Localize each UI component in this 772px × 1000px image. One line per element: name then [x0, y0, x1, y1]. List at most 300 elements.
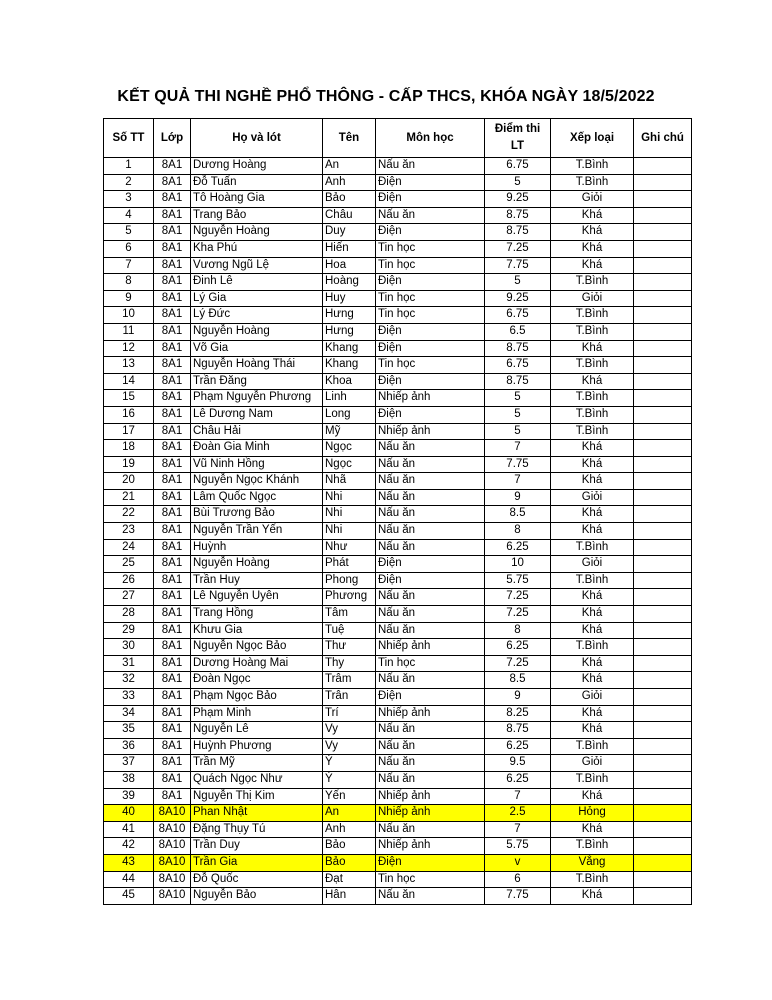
cell-lop: 8A1	[154, 158, 191, 175]
cell-diem: 8.25	[485, 705, 551, 722]
cell-diem: 9.25	[485, 290, 551, 307]
cell-mon-hoc: Nấu ăn	[376, 672, 485, 689]
cell-diem: 5	[485, 274, 551, 291]
cell-lop: 8A1	[154, 307, 191, 324]
cell-xep-loai: Khá	[551, 589, 634, 606]
header-ho: Họ và lót	[191, 119, 323, 158]
cell-lop: 8A10	[154, 821, 191, 838]
cell-diem: 7.75	[485, 888, 551, 905]
cell-lop: 8A1	[154, 606, 191, 623]
cell-lop: 8A1	[154, 506, 191, 523]
cell-xep-loai: T.Bình	[551, 307, 634, 324]
cell-stt: 20	[104, 473, 154, 490]
cell-lop: 8A1	[154, 755, 191, 772]
cell-ho-lot: Trang Bảo	[191, 207, 323, 224]
cell-mon-hoc: Nấu ăn	[376, 888, 485, 905]
cell-stt: 34	[104, 705, 154, 722]
cell-stt: 5	[104, 224, 154, 241]
cell-ghi-chu	[634, 340, 692, 357]
cell-stt: 1	[104, 158, 154, 175]
cell-lop: 8A1	[154, 689, 191, 706]
cell-lop: 8A1	[154, 722, 191, 739]
cell-stt: 35	[104, 722, 154, 739]
cell-ghi-chu	[634, 423, 692, 440]
cell-ghi-chu	[634, 307, 692, 324]
cell-stt: 44	[104, 871, 154, 888]
cell-ten: An	[323, 805, 376, 822]
cell-diem: 6.25	[485, 539, 551, 556]
cell-ten: Nhã	[323, 473, 376, 490]
cell-diem: 6	[485, 871, 551, 888]
cell-ten: Châu	[323, 207, 376, 224]
cell-diem: 6.75	[485, 158, 551, 175]
table-row	[104, 838, 692, 855]
cell-ghi-chu	[634, 207, 692, 224]
cell-stt: 43	[104, 854, 154, 871]
table-row	[104, 257, 692, 274]
cell-lop: 8A1	[154, 589, 191, 606]
cell-stt: 29	[104, 622, 154, 639]
table-row	[104, 805, 692, 822]
cell-ghi-chu	[634, 639, 692, 656]
cell-xep-loai: Khá	[551, 655, 634, 672]
cell-ho-lot: Đỗ Quốc	[191, 871, 323, 888]
cell-diem: 7.25	[485, 589, 551, 606]
cell-ghi-chu	[634, 174, 692, 191]
cell-ghi-chu	[634, 456, 692, 473]
cell-mon-hoc: Điện	[376, 572, 485, 589]
cell-mon-hoc: Điện	[376, 373, 485, 390]
cell-ghi-chu	[634, 722, 692, 739]
cell-mon-hoc: Điện	[376, 323, 485, 340]
table-row	[104, 340, 692, 357]
cell-ten: Khoa	[323, 373, 376, 390]
cell-ten: Tuệ	[323, 622, 376, 639]
cell-diem: 9	[485, 689, 551, 706]
cell-stt: 3	[104, 191, 154, 208]
cell-stt: 16	[104, 406, 154, 423]
cell-mon-hoc: Nấu ăn	[376, 821, 485, 838]
cell-diem: 5.75	[485, 572, 551, 589]
cell-xep-loai: T.Bình	[551, 323, 634, 340]
cell-diem: 8.75	[485, 224, 551, 241]
cell-stt: 28	[104, 606, 154, 623]
cell-stt: 38	[104, 771, 154, 788]
header-mon: Môn học	[376, 119, 485, 158]
cell-ho-lot: Lâm Quốc Ngọc	[191, 489, 323, 506]
cell-lop: 8A1	[154, 357, 191, 374]
table-row	[104, 158, 692, 175]
cell-stt: 26	[104, 572, 154, 589]
cell-xep-loai: Khá	[551, 473, 634, 490]
cell-ho-lot: Lý Đức	[191, 307, 323, 324]
cell-mon-hoc: Nấu ăn	[376, 539, 485, 556]
cell-lop: 8A1	[154, 788, 191, 805]
cell-ho-lot: Nguyễn Lê	[191, 722, 323, 739]
cell-diem: 7.75	[485, 456, 551, 473]
cell-ghi-chu	[634, 871, 692, 888]
cell-ghi-chu	[634, 755, 692, 772]
cell-mon-hoc: Nấu ăn	[376, 722, 485, 739]
cell-ghi-chu	[634, 821, 692, 838]
cell-mon-hoc: Nhiếp ảnh	[376, 705, 485, 722]
cell-ghi-chu	[634, 523, 692, 540]
table-row	[104, 755, 692, 772]
cell-xep-loai: T.Bình	[551, 390, 634, 407]
cell-ghi-chu	[634, 672, 692, 689]
cell-stt: 18	[104, 440, 154, 457]
cell-xep-loai: T.Bình	[551, 274, 634, 291]
cell-ghi-chu	[634, 240, 692, 257]
cell-lop: 8A1	[154, 290, 191, 307]
table-row	[104, 191, 692, 208]
cell-xep-loai: Khá	[551, 440, 634, 457]
cell-ghi-chu	[634, 373, 692, 390]
cell-ho-lot: Nguyễn Trần Yến	[191, 523, 323, 540]
cell-ten: Hoàng	[323, 274, 376, 291]
cell-ho-lot: Trang Hồng	[191, 606, 323, 623]
cell-ghi-chu	[634, 473, 692, 490]
cell-ho-lot: Phạm Minh	[191, 705, 323, 722]
cell-ghi-chu	[634, 224, 692, 241]
cell-diem: 7	[485, 821, 551, 838]
cell-mon-hoc: Nấu ăn	[376, 456, 485, 473]
cell-ho-lot: Nguyễn Hoàng	[191, 224, 323, 241]
cell-xep-loai: Khá	[551, 506, 634, 523]
cell-xep-loai: Giỏi	[551, 290, 634, 307]
cell-ho-lot: Lê Nguyễn Uyên	[191, 589, 323, 606]
cell-ghi-chu	[634, 738, 692, 755]
cell-diem: 7.25	[485, 606, 551, 623]
cell-stt: 24	[104, 539, 154, 556]
cell-diem: 8.5	[485, 672, 551, 689]
cell-xep-loai: Hỏng	[551, 805, 634, 822]
table-row	[104, 589, 692, 606]
cell-stt: 17	[104, 423, 154, 440]
cell-ten: Như	[323, 539, 376, 556]
cell-ho-lot: Nguyễn Ngọc Khánh	[191, 473, 323, 490]
cell-ghi-chu	[634, 854, 692, 871]
table-row	[104, 373, 692, 390]
cell-ho-lot: Trần Duy	[191, 838, 323, 855]
table-row	[104, 888, 692, 905]
table-row	[104, 738, 692, 755]
cell-xep-loai: Khá	[551, 788, 634, 805]
cell-ten: Ý	[323, 755, 376, 772]
cell-mon-hoc: Điện	[376, 340, 485, 357]
cell-lop: 8A1	[154, 672, 191, 689]
cell-ten: Nhi	[323, 523, 376, 540]
cell-lop: 8A1	[154, 224, 191, 241]
cell-ho-lot: Trần Gia	[191, 854, 323, 871]
cell-lop: 8A1	[154, 390, 191, 407]
cell-stt: 37	[104, 755, 154, 772]
cell-lop: 8A1	[154, 556, 191, 573]
cell-xep-loai: T.Bình	[551, 871, 634, 888]
cell-stt: 19	[104, 456, 154, 473]
cell-ten: Linh	[323, 390, 376, 407]
cell-ho-lot: Vũ Ninh Hồng	[191, 456, 323, 473]
header-lop: Lớp	[154, 119, 191, 158]
cell-diem: 7.25	[485, 240, 551, 257]
cell-mon-hoc: Tin học	[376, 257, 485, 274]
cell-lop: 8A10	[154, 854, 191, 871]
cell-xep-loai: Giỏi	[551, 489, 634, 506]
table-row	[104, 871, 692, 888]
cell-ten: Mỹ	[323, 423, 376, 440]
cell-xep-loai: T.Bình	[551, 174, 634, 191]
cell-ho-lot: Kha Phú	[191, 240, 323, 257]
cell-ten: Phát	[323, 556, 376, 573]
cell-xep-loai: Giỏi	[551, 689, 634, 706]
cell-xep-loai: Khá	[551, 456, 634, 473]
cell-ho-lot: Khưu Gia	[191, 622, 323, 639]
cell-mon-hoc: Điện	[376, 854, 485, 871]
cell-lop: 8A1	[154, 622, 191, 639]
cell-stt: 31	[104, 655, 154, 672]
cell-stt: 22	[104, 506, 154, 523]
cell-diem: 6.75	[485, 357, 551, 374]
cell-ghi-chu	[634, 357, 692, 374]
cell-ghi-chu	[634, 788, 692, 805]
cell-ho-lot: Huỳnh Phương	[191, 738, 323, 755]
cell-mon-hoc: Nấu ăn	[376, 738, 485, 755]
cell-ten: Phương	[323, 589, 376, 606]
cell-diem: v	[485, 854, 551, 871]
cell-ho-lot: Đỗ Tuấn	[191, 174, 323, 191]
cell-mon-hoc: Điện	[376, 224, 485, 241]
table-body	[104, 158, 692, 905]
page-title: KẾT QUẢ THI NGHỀ PHỔ THÔNG - CẤP THCS, KHÓA NGÀY 18/5/2022	[117, 88, 655, 105]
table-row	[104, 705, 692, 722]
cell-stt: 45	[104, 888, 154, 905]
cell-lop: 8A1	[154, 456, 191, 473]
cell-ten: Trân	[323, 689, 376, 706]
table-row	[104, 207, 692, 224]
cell-stt: 27	[104, 589, 154, 606]
header-stt: Số TT	[104, 119, 154, 158]
cell-xep-loai: T.Bình	[551, 738, 634, 755]
cell-mon-hoc: Tin học	[376, 290, 485, 307]
cell-lop: 8A10	[154, 871, 191, 888]
cell-stt: 13	[104, 357, 154, 374]
cell-ten: Duy	[323, 224, 376, 241]
cell-stt: 6	[104, 240, 154, 257]
cell-lop: 8A1	[154, 473, 191, 490]
cell-lop: 8A1	[154, 440, 191, 457]
cell-lop: 8A1	[154, 639, 191, 656]
cell-lop: 8A1	[154, 771, 191, 788]
cell-lop: 8A1	[154, 572, 191, 589]
cell-ten: Vy	[323, 738, 376, 755]
cell-ghi-chu	[634, 323, 692, 340]
cell-ghi-chu	[634, 274, 692, 291]
cell-ghi-chu	[634, 572, 692, 589]
table-row	[104, 506, 692, 523]
cell-ho-lot: Nguyễn Hoàng Thái	[191, 357, 323, 374]
cell-mon-hoc: Tin học	[376, 307, 485, 324]
table-row	[104, 722, 692, 739]
cell-ho-lot: Đoàn Ngọc	[191, 672, 323, 689]
cell-mon-hoc: Tin học	[376, 871, 485, 888]
cell-stt: 23	[104, 523, 154, 540]
cell-diem: 5.75	[485, 838, 551, 855]
cell-xep-loai: Giỏi	[551, 556, 634, 573]
cell-stt: 36	[104, 738, 154, 755]
cell-lop: 8A1	[154, 257, 191, 274]
cell-ten: Yến	[323, 788, 376, 805]
cell-xep-loai: Khá	[551, 821, 634, 838]
cell-ghi-chu	[634, 705, 692, 722]
table-row	[104, 423, 692, 440]
cell-diem: 7.75	[485, 257, 551, 274]
cell-stt: 14	[104, 373, 154, 390]
cell-xep-loai: Khá	[551, 207, 634, 224]
cell-ho-lot: Nguyễn Thị Kim	[191, 788, 323, 805]
cell-ho-lot: Nguyễn Ngọc Bảo	[191, 639, 323, 656]
cell-ten: Bảo	[323, 854, 376, 871]
table-row	[104, 523, 692, 540]
cell-ten: Hưng	[323, 307, 376, 324]
cell-ten: Anh	[323, 821, 376, 838]
cell-mon-hoc: Nấu ăn	[376, 589, 485, 606]
cell-lop: 8A10	[154, 805, 191, 822]
cell-ho-lot: Châu Hải	[191, 423, 323, 440]
cell-diem: 8.75	[485, 373, 551, 390]
cell-ghi-chu	[634, 805, 692, 822]
cell-mon-hoc: Điện	[376, 274, 485, 291]
cell-ghi-chu	[634, 290, 692, 307]
cell-xep-loai: Khá	[551, 705, 634, 722]
table-row	[104, 240, 692, 257]
table-row	[104, 406, 692, 423]
cell-lop: 8A1	[154, 191, 191, 208]
cell-diem: 6.5	[485, 323, 551, 340]
cell-diem: 9.25	[485, 191, 551, 208]
cell-mon-hoc: Nhiếp ảnh	[376, 788, 485, 805]
table-row	[104, 655, 692, 672]
cell-ten: Long	[323, 406, 376, 423]
cell-mon-hoc: Điện	[376, 406, 485, 423]
cell-ten: Hân	[323, 888, 376, 905]
table-row	[104, 689, 692, 706]
cell-stt: 11	[104, 323, 154, 340]
table-row	[104, 290, 692, 307]
cell-diem: 8.75	[485, 340, 551, 357]
cell-xep-loai: Giỏi	[551, 191, 634, 208]
cell-ghi-chu	[634, 406, 692, 423]
table-row	[104, 672, 692, 689]
cell-diem: 10	[485, 556, 551, 573]
cell-lop: 8A1	[154, 323, 191, 340]
cell-ten: Hiến	[323, 240, 376, 257]
cell-stt: 39	[104, 788, 154, 805]
cell-stt: 42	[104, 838, 154, 855]
table-row	[104, 489, 692, 506]
cell-diem: 5	[485, 390, 551, 407]
cell-ten: Phong	[323, 572, 376, 589]
table-row	[104, 174, 692, 191]
cell-ho-lot: Dương Hoàng	[191, 158, 323, 175]
cell-ho-lot: Tô Hoàng Gia	[191, 191, 323, 208]
cell-lop: 8A1	[154, 274, 191, 291]
cell-stt: 21	[104, 489, 154, 506]
cell-lop: 8A1	[154, 655, 191, 672]
table-row	[104, 622, 692, 639]
cell-mon-hoc: Tin học	[376, 357, 485, 374]
table-row	[104, 606, 692, 623]
cell-ho-lot: Đinh Lê	[191, 274, 323, 291]
cell-ho-lot: Trần Đăng	[191, 373, 323, 390]
cell-diem: 2.5	[485, 805, 551, 822]
cell-ghi-chu	[634, 539, 692, 556]
cell-xep-loai: Giỏi	[551, 755, 634, 772]
cell-diem: 5	[485, 406, 551, 423]
cell-ho-lot: Bùi Trương Bảo	[191, 506, 323, 523]
cell-ten: Ngọc	[323, 440, 376, 457]
cell-stt: 25	[104, 556, 154, 573]
cell-ghi-chu	[634, 440, 692, 457]
cell-ghi-chu	[634, 191, 692, 208]
cell-mon-hoc: Điện	[376, 556, 485, 573]
cell-diem: 8	[485, 523, 551, 540]
table-row	[104, 357, 692, 374]
cell-diem: 6.25	[485, 639, 551, 656]
cell-xep-loai: T.Bình	[551, 572, 634, 589]
cell-ten: An	[323, 158, 376, 175]
cell-ghi-chu	[634, 556, 692, 573]
cell-mon-hoc: Nấu ăn	[376, 489, 485, 506]
cell-ho-lot: Phạm Nguyễn Phương	[191, 390, 323, 407]
table-row	[104, 639, 692, 656]
cell-lop: 8A1	[154, 539, 191, 556]
cell-diem: 6.75	[485, 307, 551, 324]
cell-diem: 8.75	[485, 722, 551, 739]
cell-mon-hoc: Tin học	[376, 655, 485, 672]
cell-xep-loai: Khá	[551, 373, 634, 390]
cell-stt: 30	[104, 639, 154, 656]
cell-ho-lot: Lê Dương Nam	[191, 406, 323, 423]
cell-ten: Bảo	[323, 838, 376, 855]
cell-ho-lot: Vương Ngũ Lệ	[191, 257, 323, 274]
cell-mon-hoc: Nấu ăn	[376, 771, 485, 788]
cell-mon-hoc: Điện	[376, 191, 485, 208]
cell-ho-lot: Huỳnh	[191, 539, 323, 556]
cell-ho-lot: Trần Huy	[191, 572, 323, 589]
cell-ghi-chu	[634, 606, 692, 623]
header-ten: Tên	[323, 119, 376, 158]
cell-ho-lot: Đặng Thụy Tú	[191, 821, 323, 838]
cell-xep-loai: T.Bình	[551, 406, 634, 423]
cell-ten: Thư	[323, 639, 376, 656]
cell-xep-loai: Khá	[551, 722, 634, 739]
cell-xep-loai: T.Bình	[551, 838, 634, 855]
cell-ghi-chu	[634, 838, 692, 855]
table-row	[104, 323, 692, 340]
cell-mon-hoc: Nấu ăn	[376, 622, 485, 639]
cell-ho-lot: Phan Nhật	[191, 805, 323, 822]
cell-lop: 8A1	[154, 489, 191, 506]
cell-stt: 33	[104, 689, 154, 706]
table-row	[104, 854, 692, 871]
cell-ten: Hoa	[323, 257, 376, 274]
cell-xep-loai: T.Bình	[551, 639, 634, 656]
cell-mon-hoc: Điện	[376, 689, 485, 706]
cell-ghi-chu	[634, 489, 692, 506]
table-row	[104, 307, 692, 324]
cell-mon-hoc: Nấu ăn	[376, 207, 485, 224]
cell-ho-lot: Nguyễn Hoàng	[191, 556, 323, 573]
